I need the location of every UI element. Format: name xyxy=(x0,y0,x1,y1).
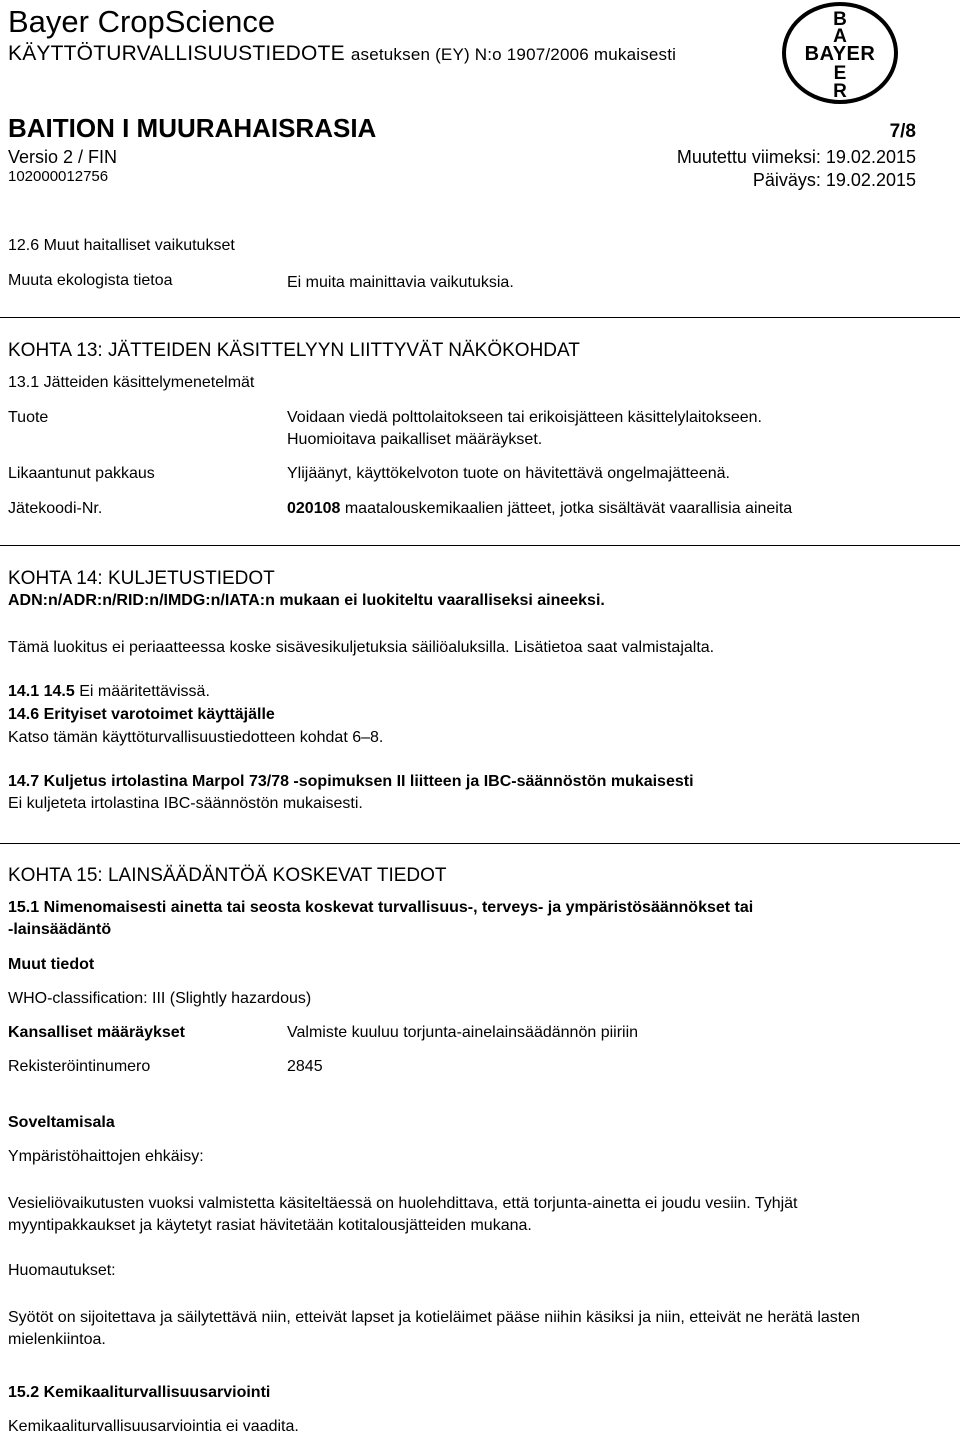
who-classification: WHO-classification: III (Slightly hazardous) xyxy=(8,990,312,1007)
transport-classification: ADN:n/ADR:n/RID:n/IMDG:n/IATA:n mukaan ei luokiteltu vaaralliseksi aineeksi. xyxy=(8,592,605,609)
logo-word: BAYER xyxy=(804,43,876,65)
waste-code-description: maatalouskemikaalien jätteet, jotka sisältävät vaarallisia aineita xyxy=(344,500,793,517)
waste-product-value-1: Voidaan viedä polttolaitokseen tai erikoisjätteen käsittelylaitokseen. xyxy=(287,409,762,426)
registration-number-value: 2845 xyxy=(287,1058,323,1075)
other-info-heading: Muut tiedot xyxy=(8,956,95,973)
waste-code-number: 020108 xyxy=(287,500,341,517)
document-title-sub: asetuksen (EY) N:o 1907/2006 mukaisesti xyxy=(350,45,677,64)
section-15-2-text: Kemikaaliturvallisuusarviointia ei vaadita. xyxy=(8,1418,299,1435)
logo-letter-top: B xyxy=(833,9,847,30)
section-14-title: KOHTA 14: KULJETUSTIEDOT xyxy=(8,568,275,589)
section-14-1-14-5 xyxy=(8,683,210,701)
scope-heading: Soveltamisala xyxy=(8,1114,115,1131)
document-title xyxy=(8,42,676,66)
contaminated-packaging-value: Ylijäänyt, käyttökelvoton tuote on hävitettävä ongelmajätteenä. xyxy=(287,465,730,482)
logo-letter-lower: E xyxy=(833,63,847,84)
remarks-text: Syötöt on sijoitettava ja säilytettävä niin, etteivät lapset ja kotieläimet pääse niihin käsiksi ja niin, etteivät ne herätä lasten mielenkiintoa. xyxy=(8,1309,861,1348)
section-12-6-heading: 12.6 Muut haitalliset vaikutukset xyxy=(8,237,235,254)
section-14-1-14-5-label: 14.1 14.5 xyxy=(8,683,75,700)
waste-code-value xyxy=(287,500,792,518)
ecology-label: Muuta ekologista tietoa xyxy=(8,272,173,289)
section-14-7-heading: 14.7 Kuljetus irtolastina Marpol 73/78 -sopimuksen II liitteen ja IBC-säännöstön mukaisesti xyxy=(8,773,694,790)
section-divider-13 xyxy=(0,317,960,318)
section-divider-14 xyxy=(0,545,960,546)
waste-product-value-2: Huomioitava paikalliset määräykset. xyxy=(287,431,543,448)
bayer-cross-logo xyxy=(779,1,901,105)
registration-number-label: Rekisteröintinumero xyxy=(8,1058,151,1075)
national-regulations-value: Valmiste kuuluu torjunta-ainelainsäädännön piiriin xyxy=(287,1024,639,1041)
section-divider-15 xyxy=(0,843,960,844)
section-14-6-heading: 14.6 Erityiset varotoimet käyttäjälle xyxy=(8,706,275,723)
page-number: 7/8 xyxy=(889,121,916,142)
logo-letter-bottom: R xyxy=(833,81,847,102)
section-13-1-heading: 13.1 Jätteiden käsittelymenetelmät xyxy=(8,374,255,391)
remarks-label: Huomautukset: xyxy=(8,1262,116,1279)
national-regulations-label: Kansalliset määräykset xyxy=(8,1024,185,1041)
company-name: Bayer CropScience xyxy=(8,4,276,39)
section-14-7-value: Ei kuljeteta irtolastina IBC-säännöstön mukaisesti. xyxy=(8,795,363,812)
logo-letter-upper: A xyxy=(833,26,847,47)
section-15-title: KOHTA 15: LAINSÄÄDÄNTÖÄ KOSKEVAT TIEDOT xyxy=(8,865,447,886)
section-13-title: KOHTA 13: JÄTTEIDEN KÄSITTELYYN LIITTYVÄT NÄKÖKOHDAT xyxy=(8,340,580,361)
contaminated-packaging-label: Likaantunut pakkaus xyxy=(8,465,155,482)
environmental-prevention-label: Ympäristöhaittojen ehkäisy: xyxy=(8,1148,204,1165)
product-name: BAITION I MUURAHAISRASIA xyxy=(8,113,377,143)
modified-date: Muutettu viimeksi: 19.02.2015 xyxy=(676,147,916,167)
section-15-1-heading-line2: -lainsäädäntö xyxy=(8,921,112,938)
waste-code-label: Jätekoodi-Nr. xyxy=(8,500,103,517)
section-15-2-heading: 15.2 Kemikaaliturvallisuusarviointi xyxy=(8,1384,271,1401)
section-15-1-heading-line1: 15.1 Nimenomaisesti ainetta tai seosta koskevat turvallisuus-, terveys- ja ympäristösäännökset tai xyxy=(8,899,754,916)
document-number: 102000012756 xyxy=(8,168,109,185)
document-title-main: KÄYTTÖTURVALLISUUSTIEDOTE xyxy=(8,42,345,65)
version-label: Versio 2 / FIN xyxy=(8,147,118,167)
print-date: Päiväys: 19.02.2015 xyxy=(752,170,916,190)
section-14-6-value: Katso tämän käyttöturvallisuustiedotteen kohdat 6–8. xyxy=(8,729,384,746)
transport-note: Tämä luokitus ei periaatteessa koske sisävesikuljetuksia säiliöaluksilla. Lisätietoa saat valmistajalta. xyxy=(8,639,715,656)
environmental-prevention-text: Vesieliövaikutusten vuoksi valmistetta käsiteltäessä on huolehdittava, että torjunta-ainetta ei joudu vesiin. Tyhjät myyntipakkaukset ja käytetyt rasiat hävitetään kotitalousjätteiden mukana. xyxy=(8,1195,798,1234)
ecology-value: Ei muita mainittavia vaikutuksia. xyxy=(287,274,514,291)
section-14-1-14-5-value: Ei määritettävissä. xyxy=(79,683,210,700)
waste-product-label: Tuote xyxy=(8,409,49,426)
